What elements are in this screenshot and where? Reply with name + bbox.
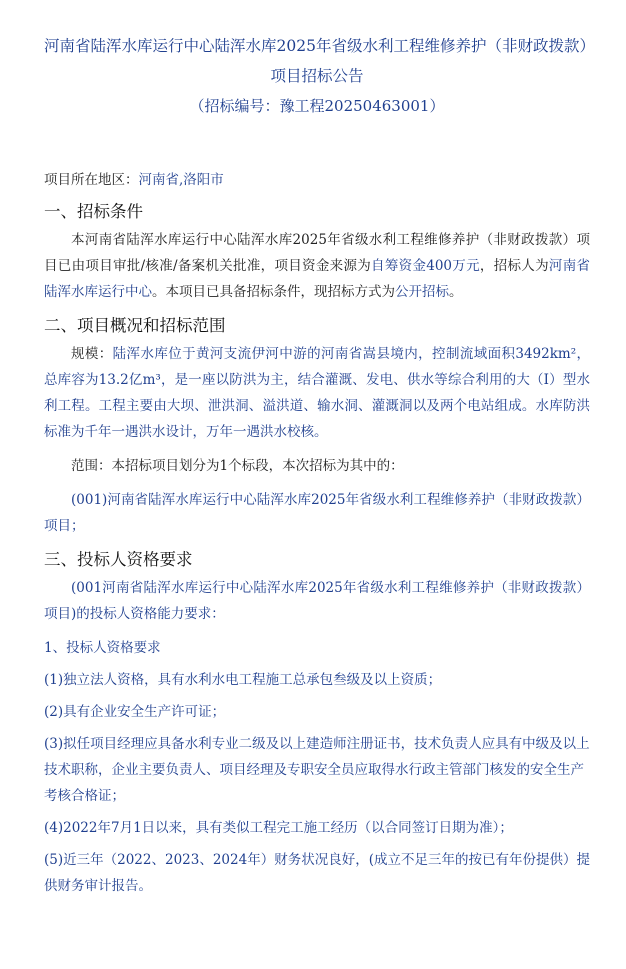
bid-number: （招标编号：豫工程20250463001） xyxy=(189,97,445,115)
document-title-line1: 河南省陆浑水库运行中心陆浑水库2025年省级水利工程维修养护（非财政拨款） xyxy=(44,37,595,55)
document-title-line2: 项目招标公告 xyxy=(270,67,364,85)
conditions-text-d: 。 xyxy=(449,284,463,300)
conditions-text-b: ，招标人为 xyxy=(479,258,549,274)
qualification-item-3: (3)拟任项目经理应具备水利专业二级及以上建造师注册证书，技术负责人应具有中级及以上技术职称，企业主要负责人、项目经理及专职安全员应取得水行政主管部门核发的安全生产考核合格证； xyxy=(44,736,590,804)
qualification-item-5: (5)近三年（2022、2023、2024年）财务状况良好，(成立不足三年的按已有年份提供）提供财务审计报告。 xyxy=(44,852,590,894)
section-heading-2: 二、项目概况和招标范围 xyxy=(44,316,226,335)
conditions-text-a: 本河南省陆浑水库运行中心陆浑水库2025年省级水利工程维修养护（非财政拨款）项目已由项目审批/核准/备案机关批准，项目资金来源为 xyxy=(44,232,590,274)
qualification-subheading: 1、投标人资格要求 xyxy=(44,640,161,656)
tender-conditions-paragraph xyxy=(44,227,590,305)
conditions-text-c: 。本项目已具备招标条件，现招标方式为 xyxy=(152,284,395,300)
scale-label: 规模： xyxy=(71,346,113,362)
lot-paragraph: (001)河南省陆浑水库运行中心陆浑水库2025年省级水利工程维修养护（非财政拨款）项目； xyxy=(44,492,590,534)
tenderer-name: 河南省陆浑水库运行中心 xyxy=(44,258,591,300)
scale-paragraph xyxy=(44,341,590,445)
qualification-item-1: (1)独立法人资格，具有水利水电工程施工总承包叁级及以上资质； xyxy=(44,672,442,688)
section-heading-3: 三、投标人资格要求 xyxy=(44,550,193,569)
qualification-item-2: (2)具有企业安全生产许可证； xyxy=(44,704,226,720)
fund-source: 自筹资金400万元 xyxy=(371,258,480,274)
scope-paragraph: 范围：本招标项目划分为1个标段，本次招标为其中的： xyxy=(71,458,404,474)
qualification-item-4: (4)2022年7月1日以来，具有类似工程完工施工经历（以合同签订日期为准）； xyxy=(44,820,513,836)
region-value: 河南省,洛阳市 xyxy=(138,172,224,188)
tender-method: 公开招标 xyxy=(395,284,449,300)
project-region xyxy=(44,167,590,193)
scale-text: 陆浑水库位于黄河支流伊河中游的河南省嵩县境内，控制流域面积3492km²，总库容为13.2亿m³，是一座以防洪为主，结合灌溉、发电、供水等综合利用的大（Ⅰ）型水利工程。工程主要由大坝、泄洪洞、溢洪道、输水洞、灌溉洞以及两个电站组成。水库防洪标准为千年一遇洪水设计，万年一遇洪水校核。 xyxy=(44,346,591,440)
qualification-intro: (001河南省陆浑水库运行中心陆浑水库2025年省级水利工程维修养护（非财政拨款）项目)的投标人资格能力要求： xyxy=(44,580,590,622)
section-heading-1: 一、招标条件 xyxy=(44,202,143,221)
region-label: 项目所在地区： xyxy=(44,172,139,188)
